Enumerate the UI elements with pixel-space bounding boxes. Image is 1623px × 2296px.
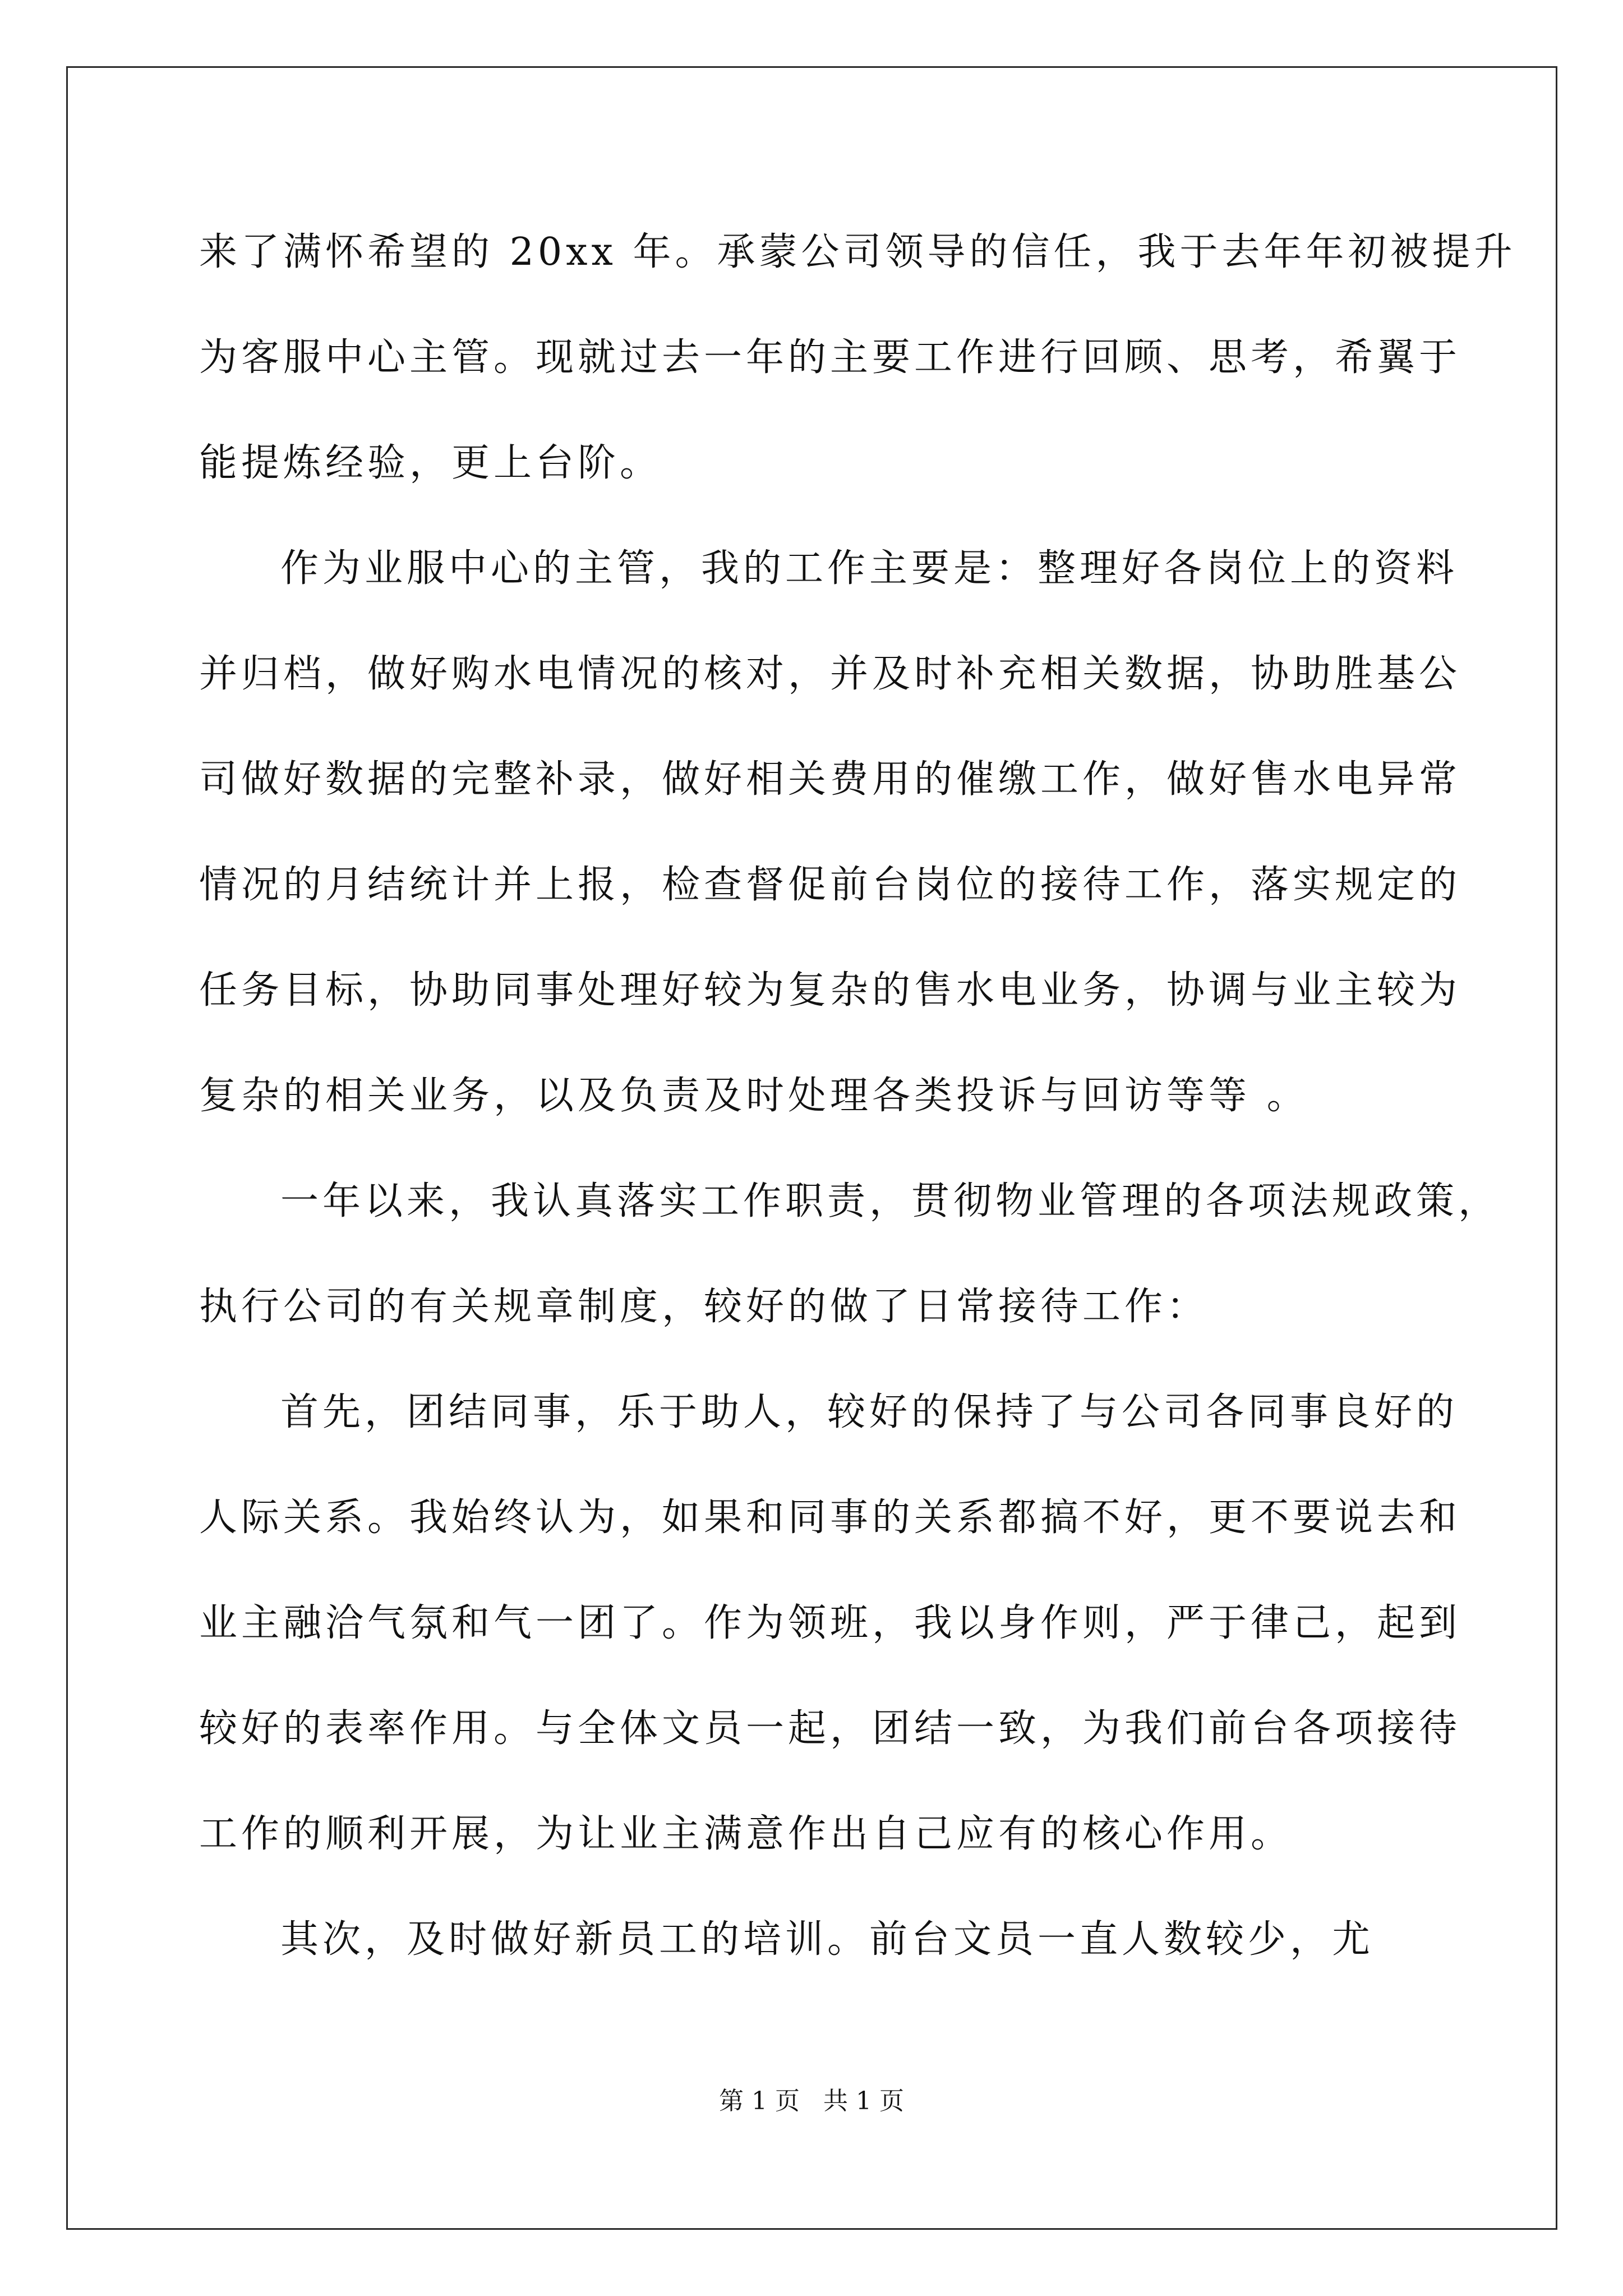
text-line: 为客服中心主管。现就过去一年的主要工作进行回顾、思考，希翼于 <box>199 335 1461 380</box>
text-line: 执行公司的有关规章制度，较好的做了日常接待工作： <box>199 1285 1209 1329</box>
paragraph-first-line: 一年以来，我认真落实工作职责，贯彻物业管理的各项法规政策， <box>280 1179 1501 1223</box>
paragraph-first-line: 首先，团结同事，乐于助人，较好的保持了与公司各同事良好的 <box>280 1390 1459 1434</box>
text-line: 人际关系。我始终认为，如果和同事的关系都搞不好，更不要说去和 <box>199 1496 1461 1540</box>
page-border <box>66 66 1557 2230</box>
text-line: 较好的表率作用。与全体文员一起，团结一致，为我们前台各项接待 <box>199 1706 1461 1751</box>
text-line: 业主融洽气氛和气一团了。作为领班，我以身作则，严于律己，起到 <box>199 1601 1461 1645</box>
text-line: 工作的顺利开展，为让业主满意作出自己应有的核心作用。 <box>199 1812 1293 1856</box>
page-number-footer: 第 1 页 共 1 页 <box>719 2087 904 2115</box>
text-line: 任务目标，协助同事处理好较为复杂的售水电业务，协调与业主较为 <box>199 968 1461 1013</box>
text-line: 并归档，做好购水电情况的核对，并及时补充相关数据，协助胜基公 <box>199 652 1461 696</box>
paragraph-first-line: 作为业服中心的主管，我的工作主要是：整理好各岗位上的资料 <box>280 546 1459 591</box>
text-line: 复杂的相关业务，以及负责及时处理各类投诉与回访等等 。 <box>199 1074 1309 1118</box>
text-line: 来了满怀希望的 20xx 年。承蒙公司领导的信任，我于去年年初被提升 <box>199 230 1516 274</box>
paragraph-first-line: 其次，及时做好新员工的培训。前台文员一直人数较少，尤 <box>280 1917 1375 1962</box>
text-line: 能提炼经验，更上台阶。 <box>199 441 662 485</box>
text-line: 司做好数据的完整补录，做好相关费用的催缴工作，做好售水电异常 <box>199 757 1461 802</box>
text-line: 情况的月结统计并上报，检查督促前台岗位的接待工作，落实规定的 <box>199 863 1461 907</box>
